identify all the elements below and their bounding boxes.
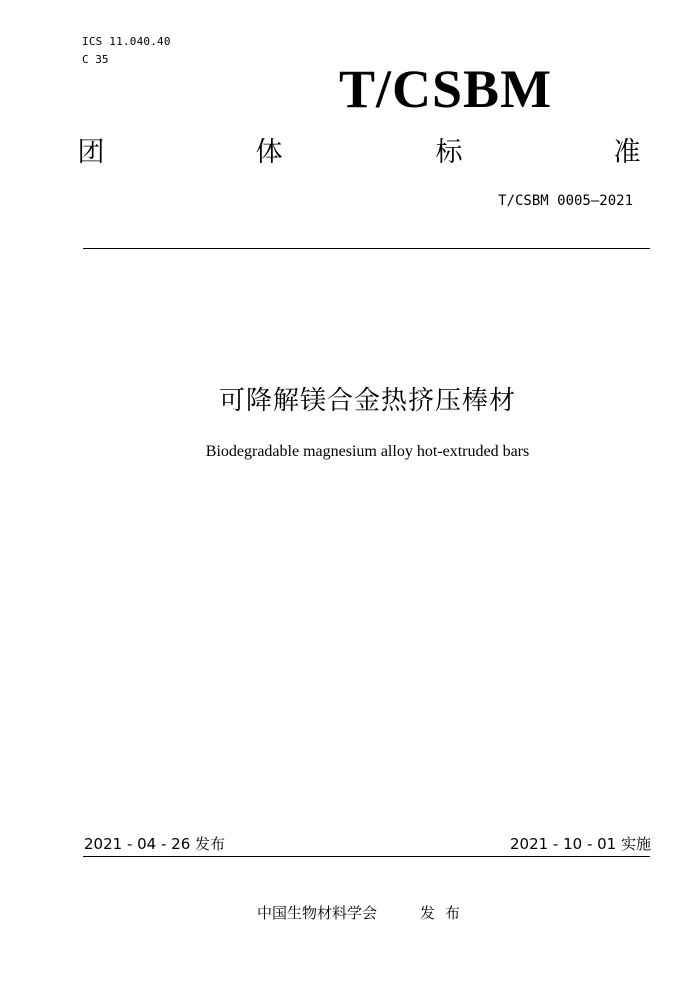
standard-type-char-4: 准 — [613, 137, 641, 168]
standard-type-char-2: 体 — [255, 137, 283, 168]
standard-type-char-1: 团 — [77, 137, 105, 168]
organization-logo: T/CSBM — [339, 59, 553, 119]
publish-label: 发布 — [420, 904, 471, 922]
standard-number: T/CSBM 0005—2021 — [498, 193, 633, 209]
english-title: Biodegradable magnesium alloy hot-extruded bars — [205, 443, 530, 460]
standard-type-char-3: 标 — [435, 137, 463, 168]
chinese-title: 可降解镁合金热挤压棒材 — [218, 386, 516, 416]
implementation-date: 2021 - 10 - 01 实施 — [509, 835, 651, 853]
ics-code: ICS 11.040.40 — [82, 35, 171, 48]
ccs-code: C 35 — [82, 53, 109, 66]
publisher-name: 中国生物材料学会 — [257, 904, 378, 922]
issue-date: 2021 - 04 - 26 发布 — [84, 835, 226, 853]
bottom-divider — [83, 856, 650, 857]
top-divider — [83, 248, 650, 249]
